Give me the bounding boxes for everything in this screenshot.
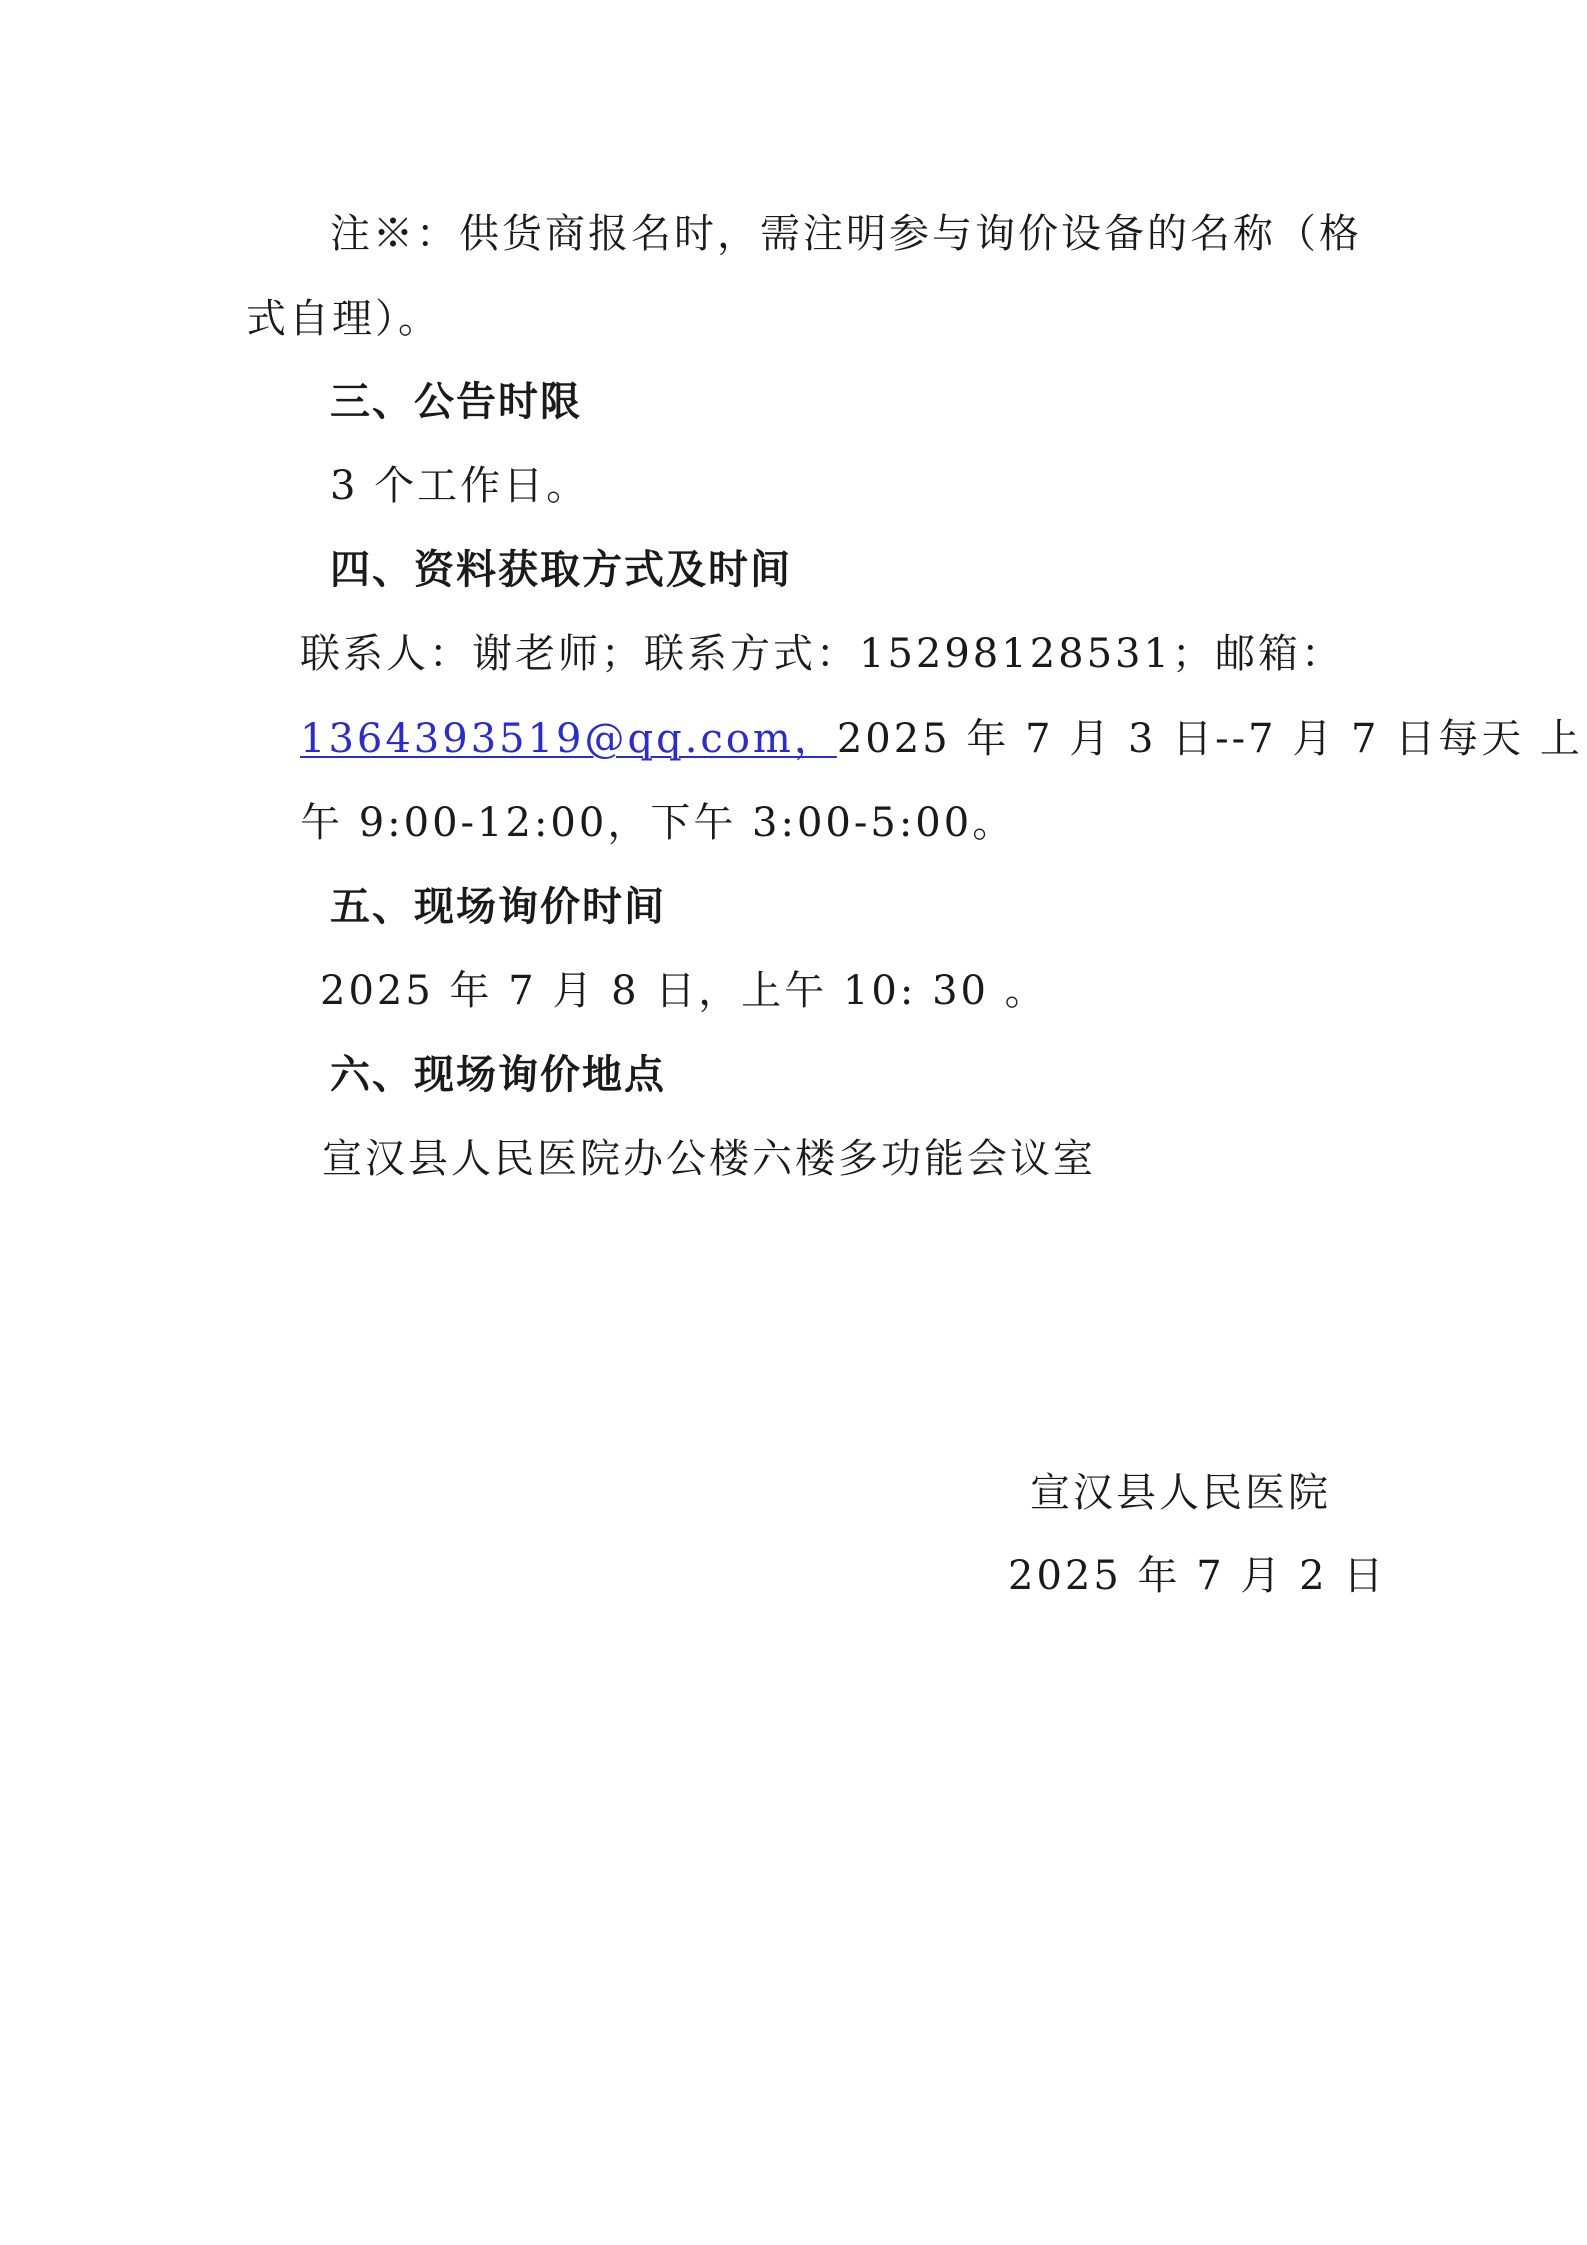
section-4-heading: 四、资料获取方式及时间 [330,547,792,593]
section-3-heading: 三、公告时限 [330,379,582,425]
section-4-date-range: 2025 年 7 月 3 日--7 月 7 日每天 上 [836,716,1583,762]
section-5-body: 2025 年 7 月 8 日，上午 10: 30 。 [320,968,1048,1014]
signature-date: 2025 年 7 月 2 日 [1008,1553,1387,1599]
section-4-hours-line: 午 9:00-12:00，下午 3:00-5:00。 [300,800,1016,846]
section-3-body: 3 个工作日。 [330,463,590,509]
email-link[interactable]: 1364393519@qq.com， [300,716,837,762]
note-line-2: 式自理）。 [246,296,441,342]
section-4-email-line [300,715,1583,763]
section-6-body: 宣汉县人民医院办公楼六楼多功能会议室 [322,1136,1096,1182]
signature-org: 宣汉县人民医院 [1030,1470,1331,1516]
section-6-heading: 六、现场询价地点 [330,1052,666,1098]
section-4-contact-line: 联系人：谢老师；联系方式：15298128531；邮箱： [300,631,1344,677]
note-line-1: 注※：供货商报名时，需注明参与询价设备的名称（格 [330,211,1362,257]
section-5-heading: 五、现场询价时间 [330,884,666,930]
